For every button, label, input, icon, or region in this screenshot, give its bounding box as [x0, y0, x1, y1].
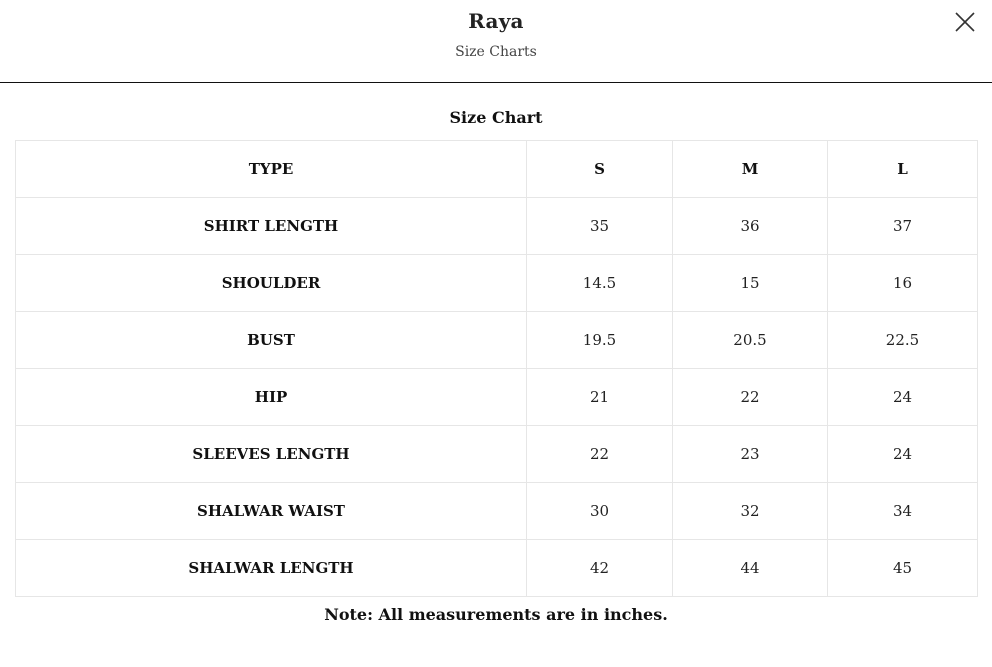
column-header-s: S	[527, 141, 673, 198]
cell-value: 22.5	[828, 312, 978, 369]
cell-value: 20.5	[673, 312, 828, 369]
cell-value: 14.5	[527, 255, 673, 312]
cell-value: 24	[828, 426, 978, 483]
modal-title: Raya	[468, 9, 524, 33]
cell-value: 42	[527, 540, 673, 597]
table-header-row	[16, 141, 978, 198]
column-header-l: L	[828, 141, 978, 198]
table-row	[16, 426, 978, 483]
close-button[interactable]	[952, 9, 978, 35]
cell-value: 21	[527, 369, 673, 426]
row-label: SHALWAR LENGTH	[16, 540, 527, 597]
cell-value: 22	[527, 426, 673, 483]
table-row	[16, 312, 978, 369]
column-header-type: TYPE	[16, 141, 527, 198]
table-row	[16, 540, 978, 597]
cell-value: 19.5	[527, 312, 673, 369]
row-label: SLEEVES LENGTH	[16, 426, 527, 483]
cell-value: 22	[673, 369, 828, 426]
cell-value: 30	[527, 483, 673, 540]
table-row	[16, 198, 978, 255]
cell-value: 16	[828, 255, 978, 312]
cell-value: 32	[673, 483, 828, 540]
cell-value: 35	[527, 198, 673, 255]
row-label: BUST	[16, 312, 527, 369]
row-label: SHIRT LENGTH	[16, 198, 527, 255]
measurement-note: Note: All measurements are in inches.	[324, 605, 668, 624]
modal-header	[0, 0, 992, 83]
cell-value: 36	[673, 198, 828, 255]
table-row	[16, 369, 978, 426]
modal-subtitle: Size Charts	[455, 44, 537, 60]
size-chart-heading: Size Chart	[449, 108, 543, 127]
row-label: SHALWAR WAIST	[16, 483, 527, 540]
table-row	[16, 483, 978, 540]
cell-value: 44	[673, 540, 828, 597]
table-row	[16, 255, 978, 312]
cell-value: 45	[828, 540, 978, 597]
close-icon	[952, 9, 978, 35]
size-chart-table	[15, 140, 978, 597]
cell-value: 37	[828, 198, 978, 255]
column-header-m: M	[673, 141, 828, 198]
cell-value: 24	[828, 369, 978, 426]
cell-value: 23	[673, 426, 828, 483]
cell-value: 34	[828, 483, 978, 540]
cell-value: 15	[673, 255, 828, 312]
row-label: SHOULDER	[16, 255, 527, 312]
row-label: HIP	[16, 369, 527, 426]
